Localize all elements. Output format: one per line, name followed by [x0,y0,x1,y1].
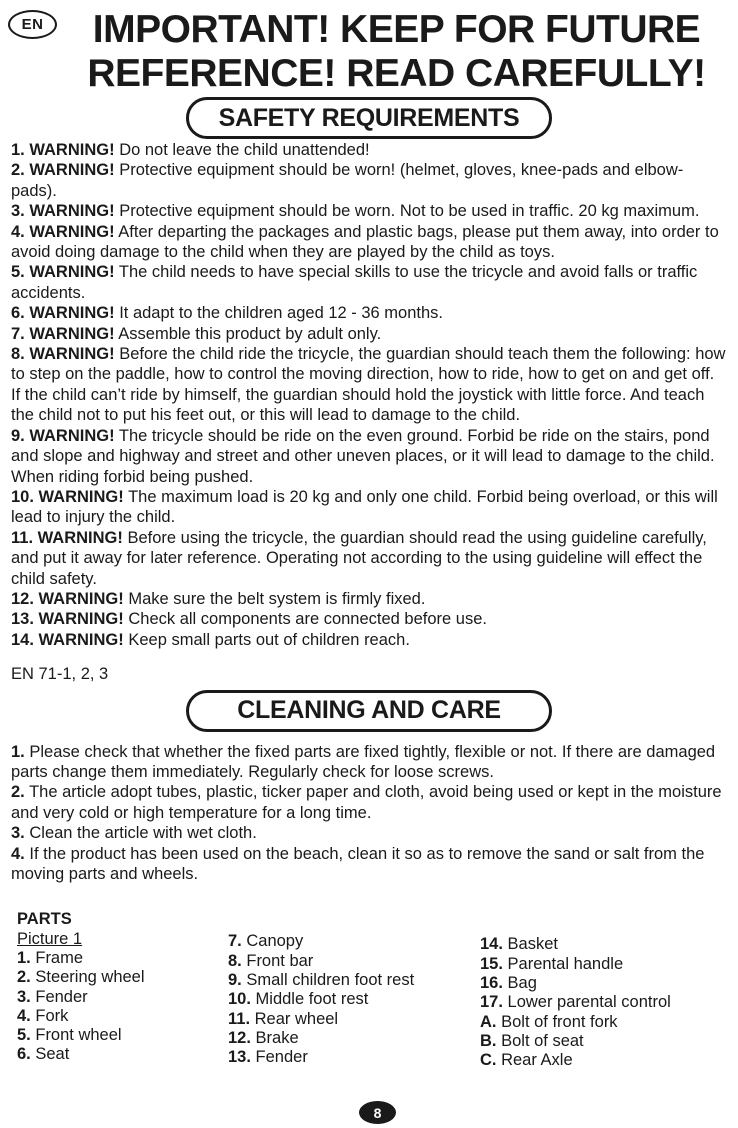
warning-item [11,609,727,629]
warning-text: The maximum load is 20 kg and only one child. Forbid being overload, or this will lead to injury the child. [11,487,718,527]
part-text: Brake [255,1028,299,1047]
part-label: 3. [17,987,31,1006]
part-item [17,1045,228,1064]
care-item [11,823,727,843]
part-text: Front wheel [35,1026,122,1045]
parts-heading: PARTS [17,910,72,929]
warning-text: Protective equipment should be worn. Not to be used in traffic. 20 kg maximum. [119,202,700,221]
warning-item [11,201,727,221]
part-label: 5. [17,1026,31,1045]
part-item [480,955,738,974]
care-label: 1. [11,742,25,761]
part-text: Seat [35,1045,70,1064]
warning-text: Protective equipment should be worn! (helmet, gloves, knee-pads and elbow-pads). [11,161,684,200]
warning-item [11,487,727,528]
care-text: The article adopt tubes, plastic, ticker paper and cloth, avoid being used or kept in the moisture and very cold or high temperature for a long time. [11,783,722,822]
part-label: 11. [228,1009,251,1028]
part-label: 8. [228,951,242,970]
part-item [480,1013,738,1032]
part-text: Basket [507,935,558,954]
warning-label: 2. WARNING! [11,161,115,180]
warning-label: 11. WARNING! [11,528,123,547]
part-label: C. [480,1051,497,1070]
care-text: If the product has been used on the beach, clean it so as to remove the sand or salt from the moving parts and wheels. [11,844,705,883]
warning-label: 5. WARNING! [11,263,115,282]
part-label: 10. [228,990,251,1009]
warning-text: After departing the packages and plastic bags, please put them away, into order to avoid doing damage to the child when they are played by the child as toys. [11,222,719,262]
part-label: 7. [228,932,242,951]
part-item [17,968,228,987]
care-label: 2. [11,783,25,802]
part-item [228,952,480,971]
warning-text: Make sure the belt system is firmly fixed. [128,589,426,608]
warning-label: 12. WARNING! [11,589,124,608]
part-item [17,1007,228,1026]
warning-text: Do not leave the child unattended! [119,141,370,159]
warning-item [11,222,727,263]
warning-label: 8. WARNING! [11,345,115,364]
warning-item [11,160,727,201]
warning-text: The tricycle should be ride on the even ground. Forbid be ride on the stairs, pond and slope and highway and street and other uneven places, or it will lead to damage to the child. When riding forbid being pushed. [11,426,715,486]
care-item [11,742,727,783]
part-text: Canopy [246,932,304,951]
care-text: Please check that whether the fixed parts are fixed tightly, flexible or not. If there are damaged parts change them immediately. Regularly check for loose screws. [11,742,716,781]
part-text: Bag [507,974,537,992]
warning-label: 10. WARNING! [11,487,124,506]
warning-label: 13. WARNING! [11,610,124,629]
page-number-badge: 8 [359,1101,396,1124]
part-text: Small children foot rest [246,971,415,989]
part-text: Fender [255,1048,308,1067]
part-item [17,949,228,968]
part-text: Bolt of front fork [501,1012,618,1031]
part-label: 2. [17,968,31,987]
warning-text: Before the child ride the tricycle, the guardian should teach them the following: how to step on the paddle, how to control the moving direction, how to ride, how to get on and get off. If the child can’t ride by himself, the guardian should hold the joystick with little force. And teach the child not to put his feet out, or this will lead to damage to the child. [11,345,726,425]
part-item [480,974,738,993]
part-item [228,932,480,951]
part-text: Parental handle [507,954,624,973]
warning-label: 6. WARNING! [11,304,115,323]
part-item [228,971,480,990]
warning-item [11,528,727,589]
part-item [228,990,480,1009]
warning-item [11,426,727,487]
care-label: 3. [11,824,25,843]
warning-item [11,140,727,160]
part-text: Frame [35,949,84,967]
parts-column-3 [480,910,738,1070]
warning-item [11,589,727,609]
warning-text: Check all components are connected before use. [128,610,487,629]
part-text: Lower parental control [507,993,671,1012]
warning-label: 1. WARNING! [11,141,115,159]
warning-item [11,303,727,323]
part-label: 9. [228,971,242,989]
part-text: Steering wheel [35,968,145,987]
parts-column-2 [228,910,480,1070]
parts-subheading: Picture 1 [17,929,83,948]
warning-item [11,344,727,426]
title-line-1: IMPORTANT! KEEP FOR FUTURE [92,8,701,51]
part-text: Fender [35,987,88,1006]
part-item [480,935,738,954]
care-text: Clean the article with wet cloth. [29,824,257,843]
part-item [17,988,228,1007]
title-line-2: REFERENCE! READ CAREFULLY! [87,52,706,95]
page-header [0,8,738,96]
warning-text: Before using the tricycle, the guardian should read the using guideline carefully, and put it away for later reference. Operating not according to the using guideline will effect the child safety. [11,528,707,588]
part-text: Fork [35,1006,69,1025]
part-label: 12. [228,1028,251,1047]
warning-item [11,324,727,344]
part-label: B. [480,1031,497,1050]
part-item [480,1032,738,1051]
part-item [228,1048,480,1067]
part-text: Rear Axle [501,1051,573,1070]
care-item [11,782,727,823]
part-label: 4. [17,1006,31,1025]
part-label: 6. [17,1045,31,1064]
part-label: 1. [17,949,31,967]
part-label: A. [480,1012,497,1031]
part-item [228,1029,480,1048]
part-item [480,1051,738,1070]
parts-section [0,910,738,1070]
section-heading-safety [186,97,552,139]
parts-column-1 [17,910,228,1070]
part-label: 14. [480,935,503,954]
warning-item [11,262,727,303]
part-label: 13. [228,1048,251,1067]
language-badge: EN [8,10,57,39]
part-label: 17. [480,993,503,1012]
warning-item [11,630,727,650]
part-item [480,993,738,1012]
part-text: Middle foot rest [255,990,369,1009]
safety-warnings-list [0,140,738,650]
safety-heading-text: SAFETY REQUIREMENTS [218,103,520,132]
part-text: Rear wheel [254,1009,339,1028]
page-title [55,8,738,96]
section-heading-cleaning [186,690,552,732]
part-text: Bolt of seat [501,1031,584,1050]
warning-label: 14. WARNING! [11,630,124,649]
care-label: 4. [11,844,25,863]
part-label: 16. [480,974,503,992]
warning-text: Assemble this product by adult only. [118,324,382,343]
warning-label: 7. WARNING! [11,324,115,343]
warning-text: Keep small parts out of children reach. [128,630,410,649]
warning-label: 4. WARNING! [11,222,115,241]
warning-text: It adapt to the children aged 12 - 36 months. [119,304,443,323]
care-item [11,844,727,885]
standard-reference: EN 71-1, 2, 3 [11,665,109,684]
warning-label: 9. WARNING! [11,426,115,445]
cleaning-heading-text: CLEANING AND CARE [237,696,501,725]
part-label: 15. [480,954,503,973]
warning-label: 3. WARNING! [11,202,115,221]
part-text: Front bar [246,951,314,970]
part-item [17,1026,228,1045]
warning-text: The child needs to have special skills to use the tricycle and avoid falls or traffic accidents. [11,263,698,302]
cleaning-care-list [0,742,738,885]
part-item [228,1010,480,1029]
